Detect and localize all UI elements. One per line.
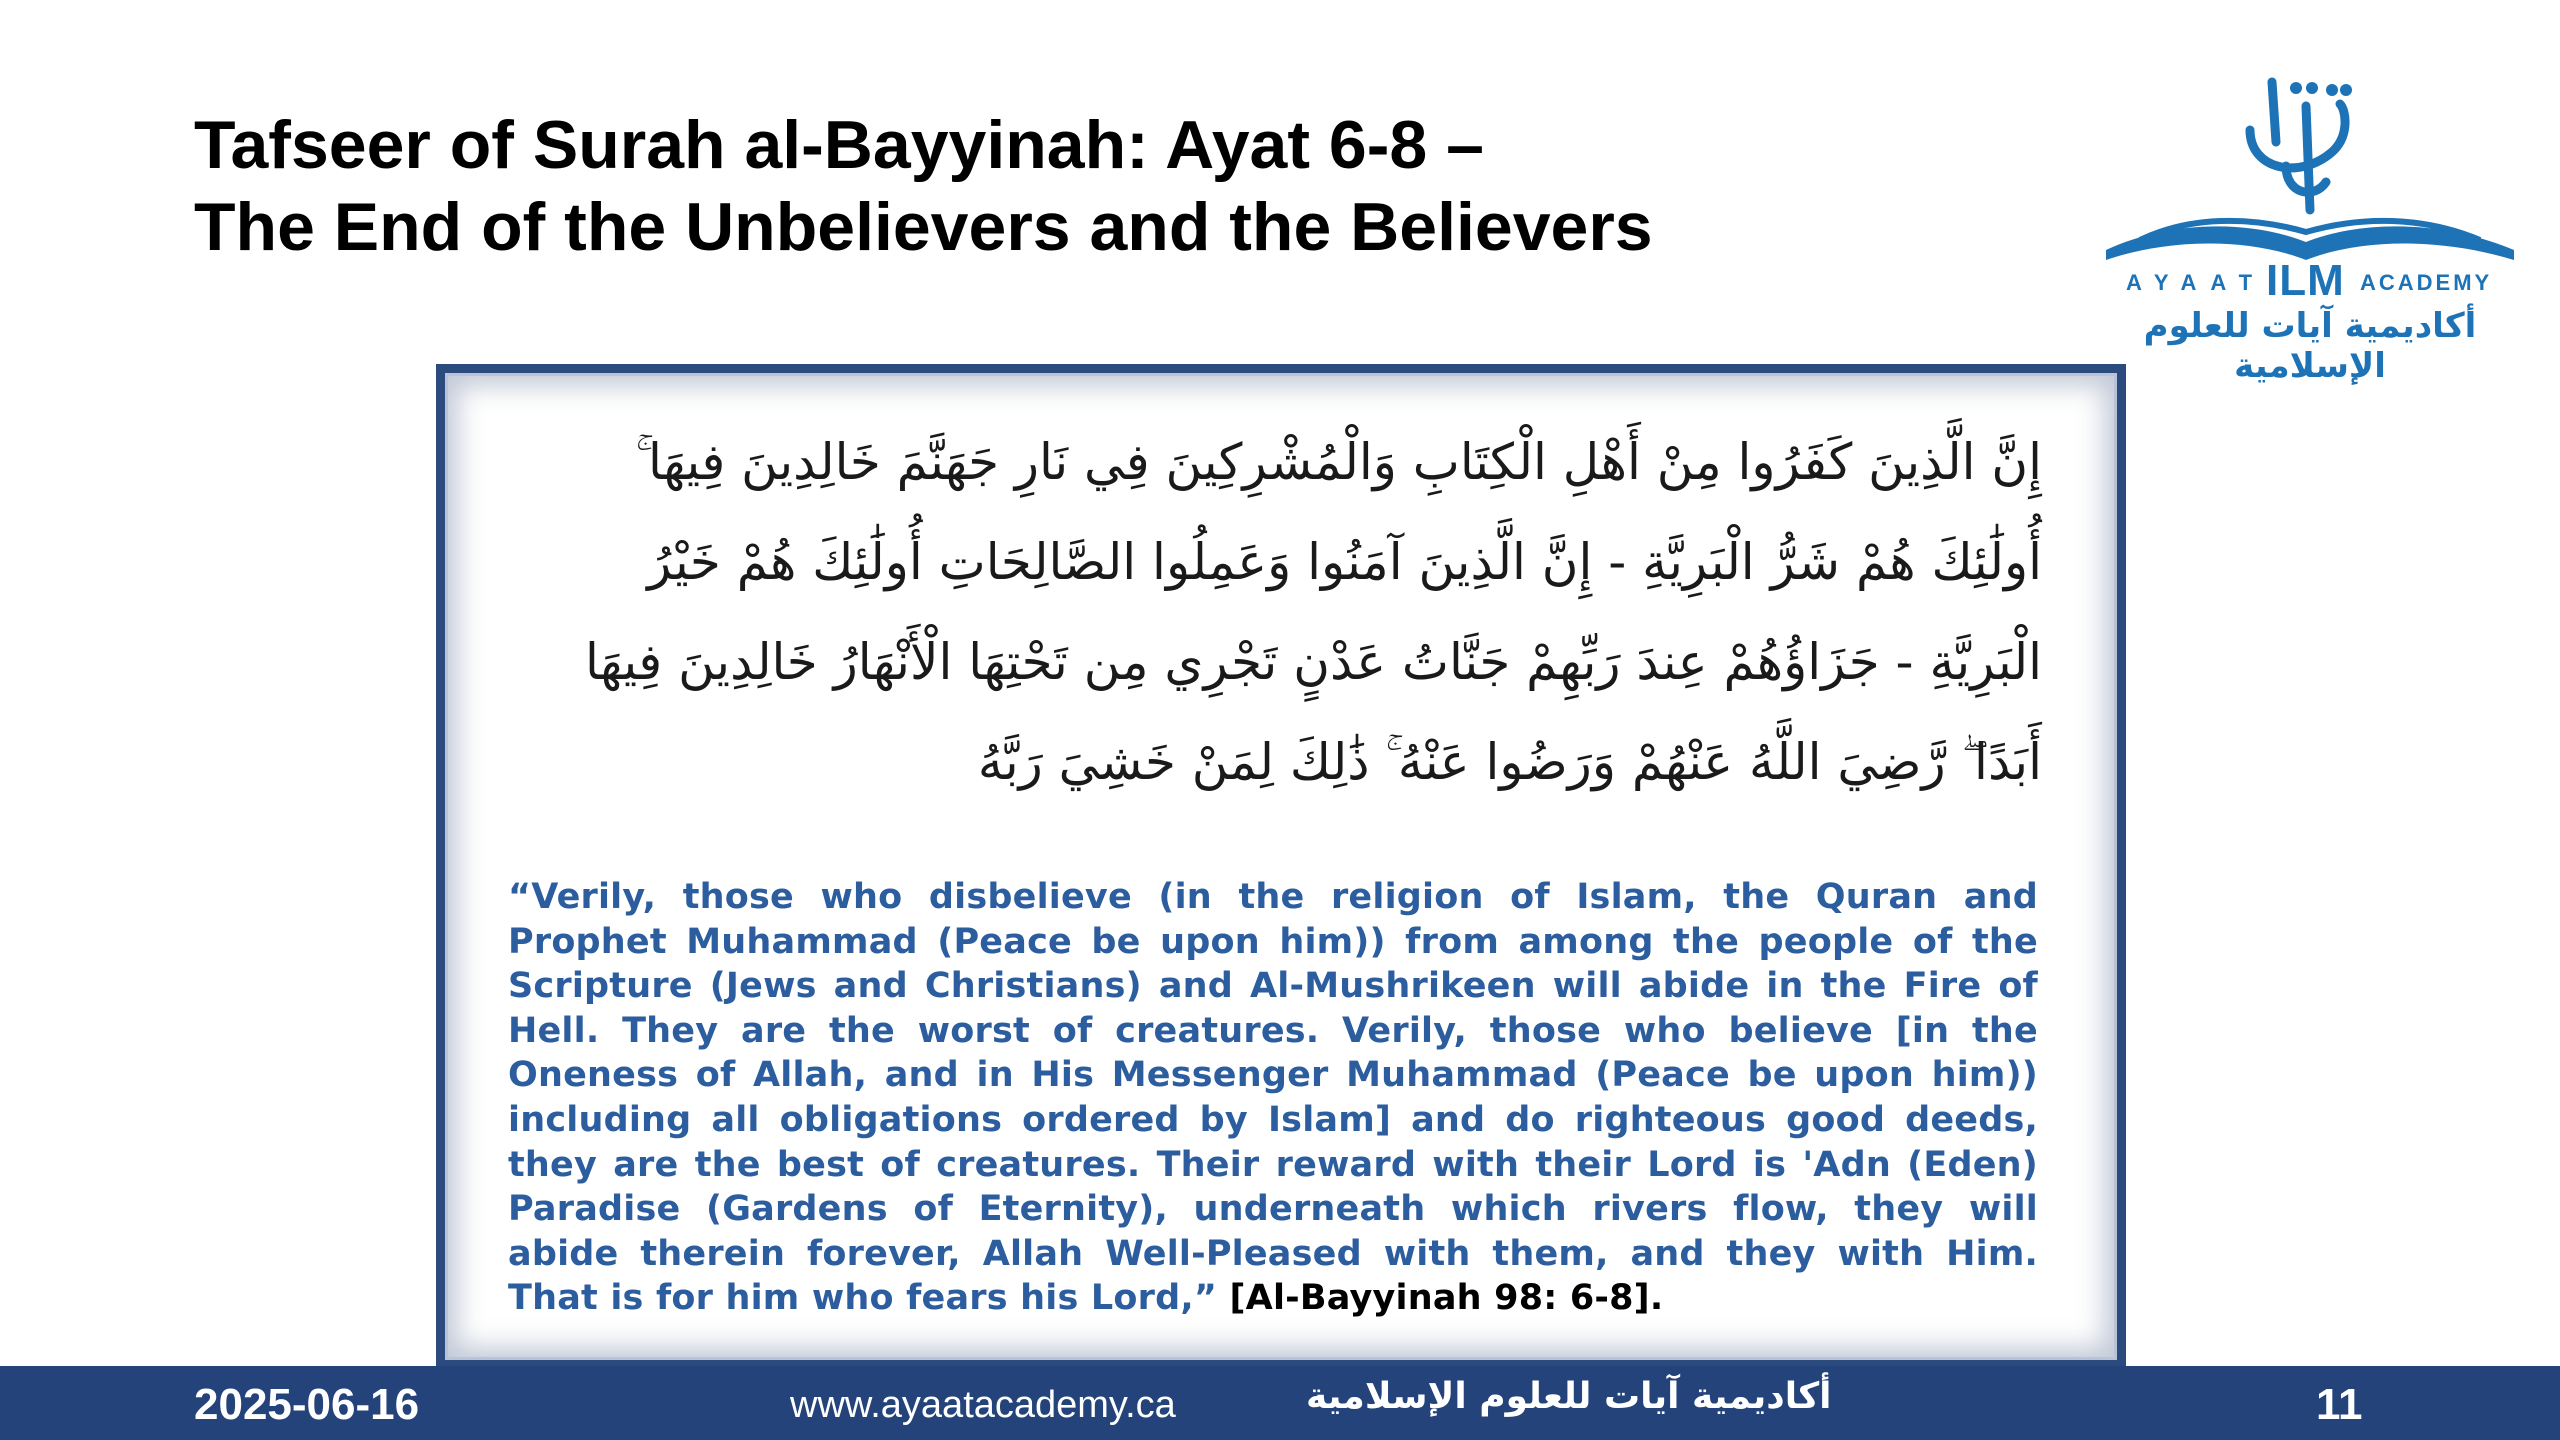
slide-title [194, 104, 1653, 268]
quote-panel-inner [445, 373, 2117, 1360]
verse-translation [508, 875, 2038, 1321]
arabic-verse-line: إِنَّ الَّذِينَ كَفَرُوا مِنْ أَهْلِ الْكِتَابِ وَالْمُشْرِكِينَ فِي نَارِ جَهَنَّمَ خَالِدِينَ فِيهَا ۚ [635, 433, 2042, 491]
arabic-verse-line: الْبَرِيَّةِ - جَزَاؤُهُمْ عِندَ رَبِّهِمْ جَنَّاتُ عَدْنٍ تَجْرِي مِن تَحْتِهَا الْأَنْهَارُ خَالِدِينَ فِيهَا [584, 633, 2042, 691]
verse-reference: [Al-Bayyinah 98: 6-8]. [1229, 1278, 1664, 1319]
slide-title-line-1: Tafseer of Surah al-Bayyinah: Ayat 6-8 – [194, 107, 1484, 183]
logo-word-ayaat: AYAAT [2126, 270, 2267, 295]
logo-arabic-name: أكاديمية آيات للعلوم الإسلامية [2143, 306, 2477, 386]
page-number: 11 [2316, 1380, 2363, 1429]
academy-logo [2100, 70, 2520, 386]
footer-date: 2025-06-16 [194, 1380, 420, 1429]
footer-arabic-name: أكاديمية آيات للعلوم الإسلامية [1306, 1376, 1832, 1417]
arabic-verse-line: أُولَٰئِكَ هُمْ شَرُّ الْبَرِيَّةِ - إِنَّ الَّذِينَ آمَنُوا وَعَمِلُوا الصَّالِحَاتِ أُولَٰئِكَ هُمْ خَيْرُ [647, 533, 2042, 591]
arabic-verse-line: أَبَدًا ۖ رَّضِيَ اللَّهُ عَنْهُمْ وَرَضُوا عَنْهُ ۚ ذَٰلِكَ لِمَنْ خَشِيَ رَبَّهُ [977, 733, 2042, 791]
book-calligraphy-logo-icon [2100, 70, 2520, 270]
logo-word-academy: ACADEMY [2360, 270, 2493, 295]
footer-url: www.ayaatacademy.ca [790, 1384, 1176, 1426]
slide-title-line-2: The End of the Unbelievers and the Believers [194, 189, 1653, 265]
footer-bar [0, 1366, 2560, 1440]
quote-panel [436, 364, 2126, 1369]
arabic-verse [512, 412, 2042, 812]
translation-text: “Verily, those who disbelieve (in the religion of Islam, the Quran and Prophet Muhammad (Peace be upon him)) from among the people of the Scripture (Jews and Christians) and Al-Mushrikeen will abide in the Fire of Hell. They are the worst of creatures. Verily, those who believe [in the Oneness of Allah, and in His Messenger Muhammad (Peace be upon him)) including all obligations ordered by Islam] and do righteous good deeds, they are the best of creatures. Their reward with their Lord is 'Adn (Eden) Paradise (Gardens of Eternity), underneath which rivers flow, they will abide therein forever, Allah Well-Pleased with them, and they with Him. That is for him who fears his Lord,” [508, 877, 2038, 1319]
logo-word-ilm: ILM [2266, 256, 2345, 305]
